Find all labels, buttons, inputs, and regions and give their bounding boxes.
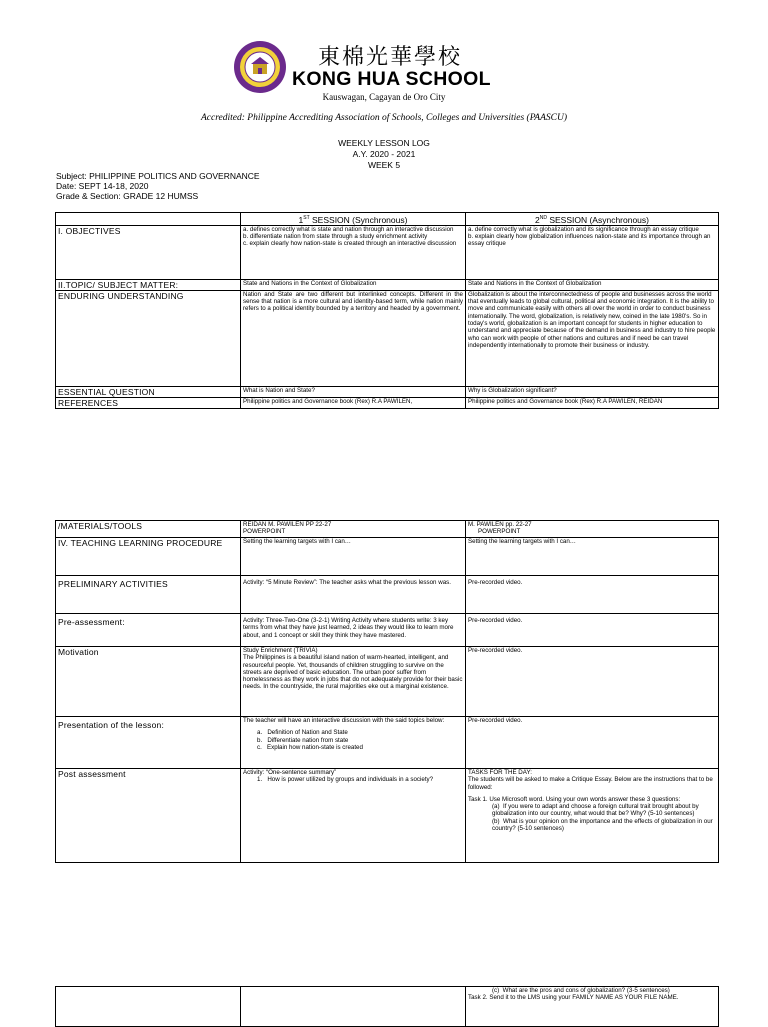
continuation-session1 <box>241 987 466 1027</box>
motivation-label: Motivation <box>56 647 241 717</box>
procedure-session2: Setting the learning targets with I can… <box>466 538 719 576</box>
school-location: Kauswagan, Cagayan de Oro City <box>322 92 446 102</box>
procedure-label: IV. TEACHING LEARNING PROCEDURE <box>56 538 241 576</box>
lesson-table-page2 <box>55 520 719 863</box>
continuation-label-cell <box>56 987 241 1027</box>
enduring-row <box>56 290 719 386</box>
session2-header: 2ND SESSION (Asynchronous) <box>466 213 719 226</box>
preassessment-row <box>56 614 719 647</box>
presentation-label: Presentation of the lesson: <box>56 717 241 769</box>
topic-session2: State and Nations in the Context of Globalization <box>466 279 719 290</box>
enduring-session1: Nation and State are two different but interlinked concepts. Different in the sense that nation is a more cultural and identity-based term, while nation mainly refers to a political identity bounded by a territory and headed by a government. <box>241 290 466 386</box>
lesson-table-page3 <box>55 986 719 1027</box>
references-label: REFERENCES <box>56 397 241 408</box>
preliminary-label: PRELIMINARY ACTIVITIES <box>56 576 241 614</box>
document-title: WEEKLY LESSON LOG <box>338 138 430 148</box>
motivation-row <box>56 647 719 717</box>
enduring-label: ENDURING UNDERSTANDING <box>56 290 241 386</box>
post-assessment-session1: Activity: “One-sentence summary” 1. How is power utilized by groups and individuals in a society? <box>241 769 466 863</box>
topic-label: II.TOPIC/ SUBJECT MATTER: <box>56 279 241 290</box>
accreditation-line: Accredited: Philippine Accrediting Association of Schools, Colleges and Universities (PAASCU) <box>200 113 568 123</box>
lesson-table-page1 <box>55 212 719 409</box>
objectives-label: I. OBJECTIVES <box>56 225 241 279</box>
essential-row <box>56 386 719 397</box>
presentation-row <box>56 717 719 769</box>
session-header-row <box>56 213 719 226</box>
post-assessment-row <box>56 769 719 863</box>
materials-session1: REIDAN M. PAWILEN PP 22-27 POWERPOINT <box>241 521 466 538</box>
preliminary-row <box>56 576 719 614</box>
school-name: KONG HUA SCHOOL <box>292 68 491 90</box>
presentation-session1: The teacher will have an interactive discussion with the said topics below: a. Definition of Nation and State b. Differentiate nation from state c. Explain how nation-state is created <box>241 717 466 769</box>
week-label: WEEK 5 <box>367 160 401 170</box>
post-assessment-label: Post assessment <box>56 769 241 863</box>
objectives-row <box>56 225 719 279</box>
presentation-session2: Pre-recorded video. <box>466 717 719 769</box>
date-line: Date: SEPT 14-18, 2020 <box>56 181 149 191</box>
references-session1: Philippine politics and Governance book (Rex) R.A PAWILEN, <box>241 397 466 408</box>
objectives-session1: a. defines correctly what is state and nation through an interactive discussion b. differentiate nation from state through a study enrichment activity c. explain clearly how nation-state is created through an interactive discussion <box>241 225 466 279</box>
preassessment-session1: Activity: Three-Two-One (3-2-1) Writing Activity where students write: 3 key terms from what they have just learned, 2 ideas they would like to learn more about, and 1 concept or skill they think they have mastered. <box>241 614 466 647</box>
objectives-session2: a. define correctly what is globalization and its significance through an essay critique b. explain clearly how globalization influences nation-state and its importance through an essay critique <box>466 225 719 279</box>
grade-section-line: Grade & Section: GRADE 12 HUMSS <box>56 191 199 201</box>
essential-session2: Why is Globalization significant? <box>466 386 719 397</box>
procedure-row <box>56 538 719 576</box>
topic-session1: State and Nations in the Context of Globalization <box>241 279 466 290</box>
motivation-session1: Study Enrichment (TRIVIA) The Philippines is a beautiful island nation of warm-hearted, intelligent, and resourceful people. Yet, thousands of children struggling to survive on the streets are deprived of basic education. The urban poor suffer from homelessness as they work in jobs that do not adequately provide for their basic needs. In the countryside, the rural majorities eke out a marginal existence. <box>241 647 466 717</box>
motivation-session2: Pre-recorded video. <box>466 647 719 717</box>
school-name-chinese: 東棉光華學校 <box>318 45 463 70</box>
references-session2: Philippine politics and Governance book (Rex) R.A PAWILEN, REIDAN <box>466 397 719 408</box>
school-logo <box>233 40 287 94</box>
preassessment-label: Pre-assessment: <box>56 614 241 647</box>
session1-header: 1ST SESSION (Synchronous) <box>241 213 466 226</box>
preliminary-session2: Pre-recorded video. <box>466 576 719 614</box>
essential-session1: What is Nation and State? <box>241 386 466 397</box>
materials-session2: M. PAWILEN pp. 22-27 POWERPOINT <box>466 521 719 538</box>
preassessment-session2: Pre-recorded video. <box>466 614 719 647</box>
materials-row <box>56 521 719 538</box>
continuation-row <box>56 987 719 1027</box>
enduring-session2: Globalization is about the interconnectedness of people and businesses across the world that eventually leads to global cultural, political and economic integration. It is the ability to move and communicate easily with others all over the world in order to conduct business internationally. The word, globalization, is relatively new, coined in the late 1980's. So in today's world, globalization is an important concept for students in higher education to understand and appreciate because of the demand in business and industry to hire people who can work with people of other nations and cultures and if need be can travel independently internationally to promote their business or industry. <box>466 290 719 386</box>
topic-row <box>56 279 719 290</box>
academic-year: A.Y. 2020 - 2021 <box>352 149 416 159</box>
subject-line: Subject: PHILIPPINE POLITICS AND GOVERNANCE <box>56 171 260 181</box>
post-assessment-session2: TASKS FOR THE DAY: The students will be asked to make a Critique Essay. Below are the instructions that to be followed: Task 1. Use Microsoft word. Using your own words answer these 3 questions: (a) If you were to adapt and choose a foreign cultural trait brought about by globalization into our country, what would that be? Why? (5-10 sentences) (b) What is your opinion on the importance and the effects of globalization in our country? (5-10 sentences) <box>466 769 719 863</box>
materials-label: /MATERIALS/TOOLS <box>56 521 241 538</box>
continuation-session2: (c) What are the pros and cons of globalization? (3-5 sentences) Task 2. Send it to the LMS using your FAMILY NAME AS YOUR FILE NAME. <box>466 987 719 1027</box>
preliminary-session1: Activity: “5 Minute Review”: The teacher asks what the previous lesson was. <box>241 576 466 614</box>
essential-label: ESSENTIAL QUESTION <box>56 386 241 397</box>
header-blank-cell <box>56 213 241 226</box>
procedure-session1: Setting the learning targets with I can… <box>241 538 466 576</box>
references-row <box>56 397 719 408</box>
